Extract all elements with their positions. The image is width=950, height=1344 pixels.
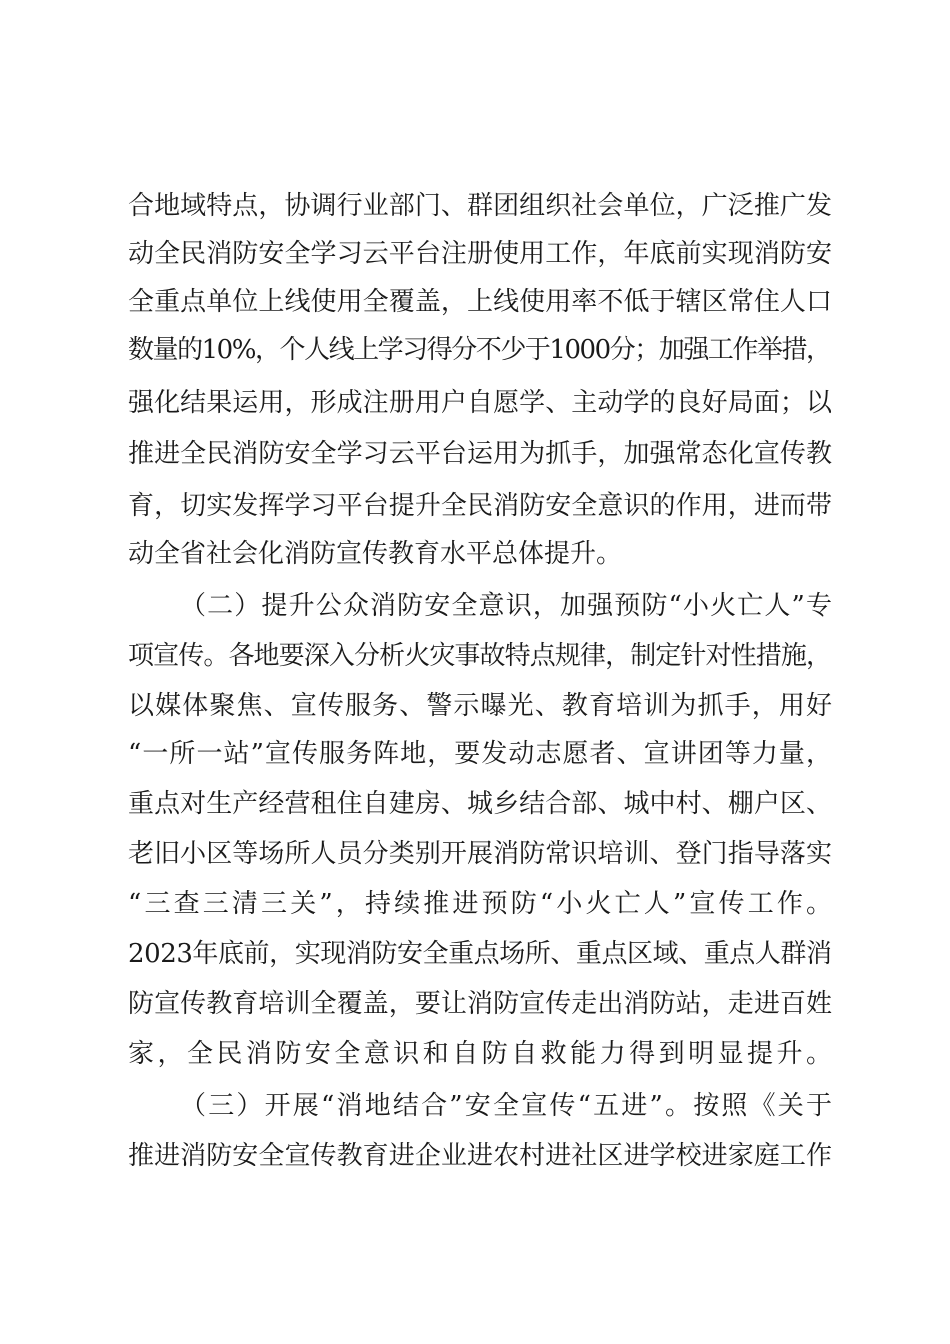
text-line-content: （二）提升公众消防安全意识，加强预防“小火亡人”专 — [180, 591, 834, 621]
text-line-content: （三）开展“消地结合”安全宣传“五进”。按照《关于 — [180, 1091, 835, 1121]
text-line-content: 重点对生产经营租住自建房、城乡结合部、城中村、棚户区、 — [128, 789, 833, 819]
text-line-content: 防宣传教育培训全覆盖，要让消防宣传走出消防站，走进百姓 — [128, 989, 833, 1019]
text-line-content: 项宣传。各地要深入分析火灾事故特点规律，制定针对性措施， — [128, 641, 832, 671]
text-line-content: 推进消防安全宣传教育进企业进农村进社区进学校进家庭工作 — [128, 1141, 833, 1171]
text-line-content: 强化结果运用，形成注册用户自愿学、主动学的良好局面；以 — [128, 388, 833, 418]
text-line-content: 合地域特点，协调行业部门、群团组织社会单位，广泛推广发 — [128, 191, 833, 221]
text-line-content: 老旧小区等场所人员分类别开展消防常识培训、登门指导落实 — [128, 839, 833, 869]
text-line-content: 以媒体聚焦、宣传服务、警示曝光、教育培训为抓手，用好 — [128, 691, 834, 721]
text-line — [0, 932, 950, 976]
text-line-content: “三查三清三关”，持续推进预防“小火亡人”宣传工作。 — [128, 889, 836, 919]
text-line — [0, 982, 950, 1026]
text-line — [0, 1134, 950, 1178]
text-line — [0, 1084, 950, 1128]
text-line — [0, 882, 950, 926]
text-line — [0, 280, 950, 324]
text-line — [0, 328, 950, 372]
text-line — [0, 232, 950, 276]
text-line — [0, 184, 950, 228]
text-line — [0, 432, 950, 476]
text-line-content: “一所一站”宣传服务阵地，要发动志愿者、宣讲团等力量， — [128, 739, 834, 769]
text-line — [0, 1032, 950, 1076]
text-line-content: 数量的10%，个人线上学习得分不少于1000分；加强工作举措， — [128, 335, 831, 365]
text-line — [0, 782, 950, 826]
text-line — [0, 532, 950, 576]
text-line — [0, 584, 950, 628]
text-line — [0, 381, 950, 425]
text-line-content: 家，全民消防安全意识和自防自救能力得到明显提升。 — [128, 1039, 836, 1069]
text-line — [0, 732, 950, 776]
text-line — [0, 484, 950, 528]
text-line-content: 2023年底前，实现消防安全重点场所、重点区域、重点人群消 — [128, 939, 832, 969]
text-line-content: 动全民消防安全学习云平台注册使用工作，年底前实现消防安 — [128, 239, 833, 269]
text-line — [0, 634, 950, 678]
text-line-content: 动全省社会化消防宣传教育水平总体提升。 — [128, 539, 623, 569]
text-line — [0, 684, 950, 728]
text-line-content: 全重点单位上线使用全覆盖，上线使用率不低于辖区常住人口 — [128, 287, 833, 317]
text-line-content: 推进全民消防安全学习云平台运用为抓手，加强常态化宣传教 — [128, 439, 833, 469]
text-line — [0, 832, 950, 876]
text-line-content: 育，切实发挥学习平台提升全民消防安全意识的作用，进而带 — [128, 491, 833, 521]
